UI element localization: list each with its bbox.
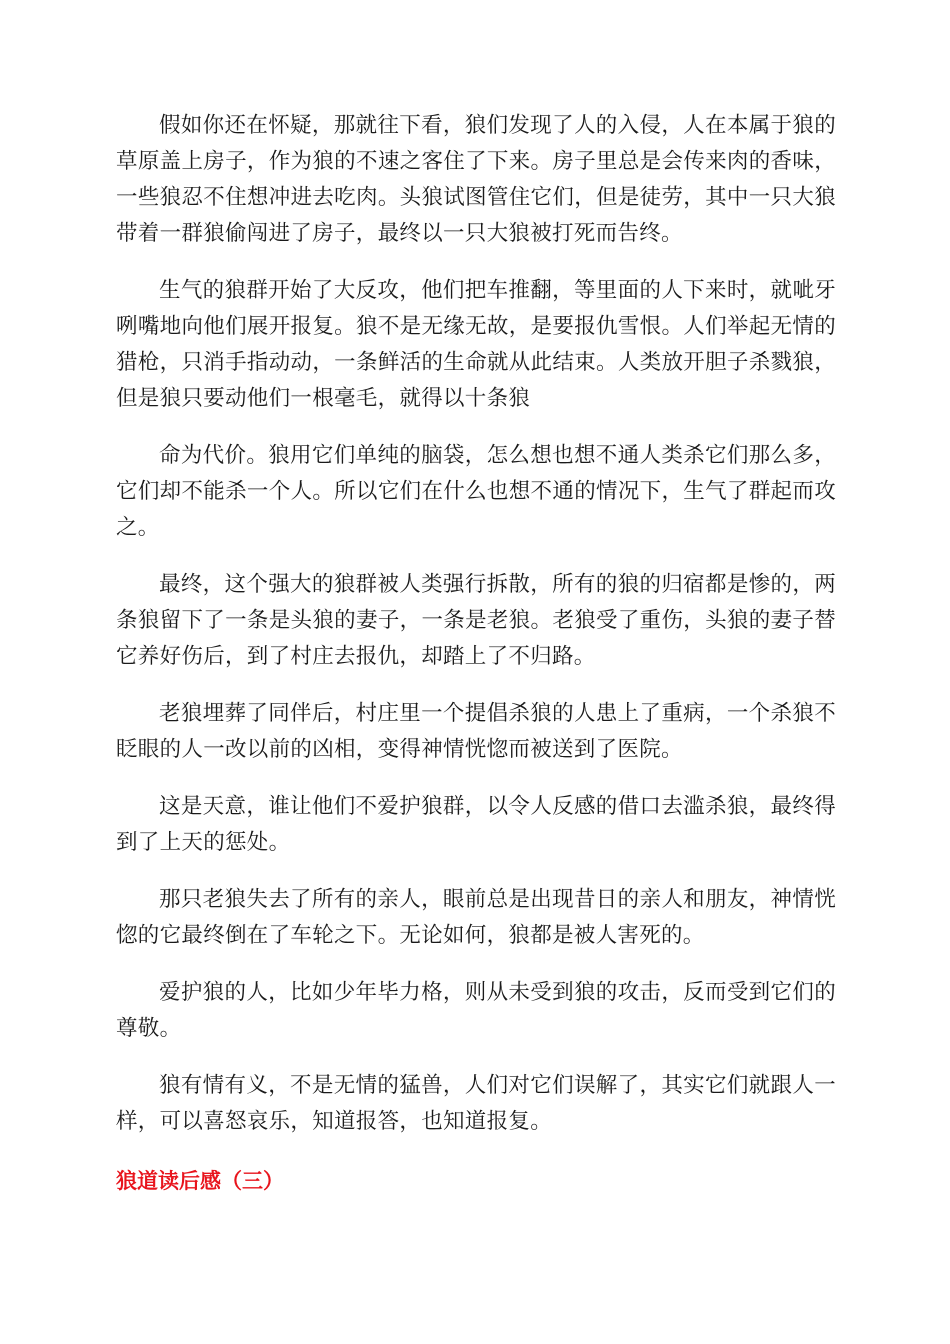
paragraph-9: 狼有情有义，不是无情的猛兽，人们对它们误解了，其实它们就跟人一样，可以喜怒哀乐，知道报答，也知道报复。 (116, 1073, 836, 1134)
paragraph-7: 那只老狼失去了所有的亲人，眼前总是出现昔日的亲人和朋友，神情恍惚的它最终倒在了车轮之下。无论如何，狼都是被人害死的。 (116, 887, 836, 948)
paragraph-1: 假如你还在怀疑，那就往下看，狼们发现了人的入侵，人在本属于狼的草原盖上房子，作为狼的不速之客住了下来。房子里总是会传来肉的香味，一些狼忍不住想冲进去吃肉。头狼试图管住它们，但是徒劳，其中一只大狼带着一群狼偷闯进了房子，最终以一只大狼被打死而告终。 (116, 113, 836, 246)
paragraph-3: 命为代价。狼用它们单纯的脑袋，怎么想也想不通人类杀它们那么多，它们却不能杀一个人。所以它们在什么也想不通的情况下，生气了群起而攻之。 (116, 443, 836, 540)
section-heading: 狼道读后感（三） (116, 1169, 284, 1193)
paragraph-2: 生气的狼群开始了大反攻，他们把车推翻，等里面的人下来时，就呲牙咧嘴地向他们展开报复。狼不是无缘无故，是要报仇雪恨。人们举起无情的猎枪，只消手指动动，一条鲜活的生命就从此结束。人类放开胆子杀戮狼，但是狼只要动他们一根毫毛，就得以十条狼 (116, 278, 836, 411)
paragraph-5: 老狼埋葬了同伴后，村庄里一个提倡杀狼的人患上了重病，一个杀狼不眨眼的人一改以前的凶相，变得神情恍惚而被送到了医院。 (116, 701, 836, 762)
paragraph-6: 这是天意，谁让他们不爱护狼群，以令人反感的借口去滥杀狼，最终得到了上天的惩处。 (116, 794, 836, 855)
document-body (116, 108, 836, 1199)
paragraph-4: 最终，这个强大的狼群被人类强行拆散，所有的狼的归宿都是惨的，两条狼留下了一条是头狼的妻子，一条是老狼。老狼受了重伤，头狼的妻子替它养好伤后，到了村庄去报仇，却踏上了不归路。 (116, 572, 836, 669)
paragraph-8: 爱护狼的人，比如少年毕力格，则从未受到狼的攻击，反而受到它们的尊敬。 (116, 980, 836, 1041)
